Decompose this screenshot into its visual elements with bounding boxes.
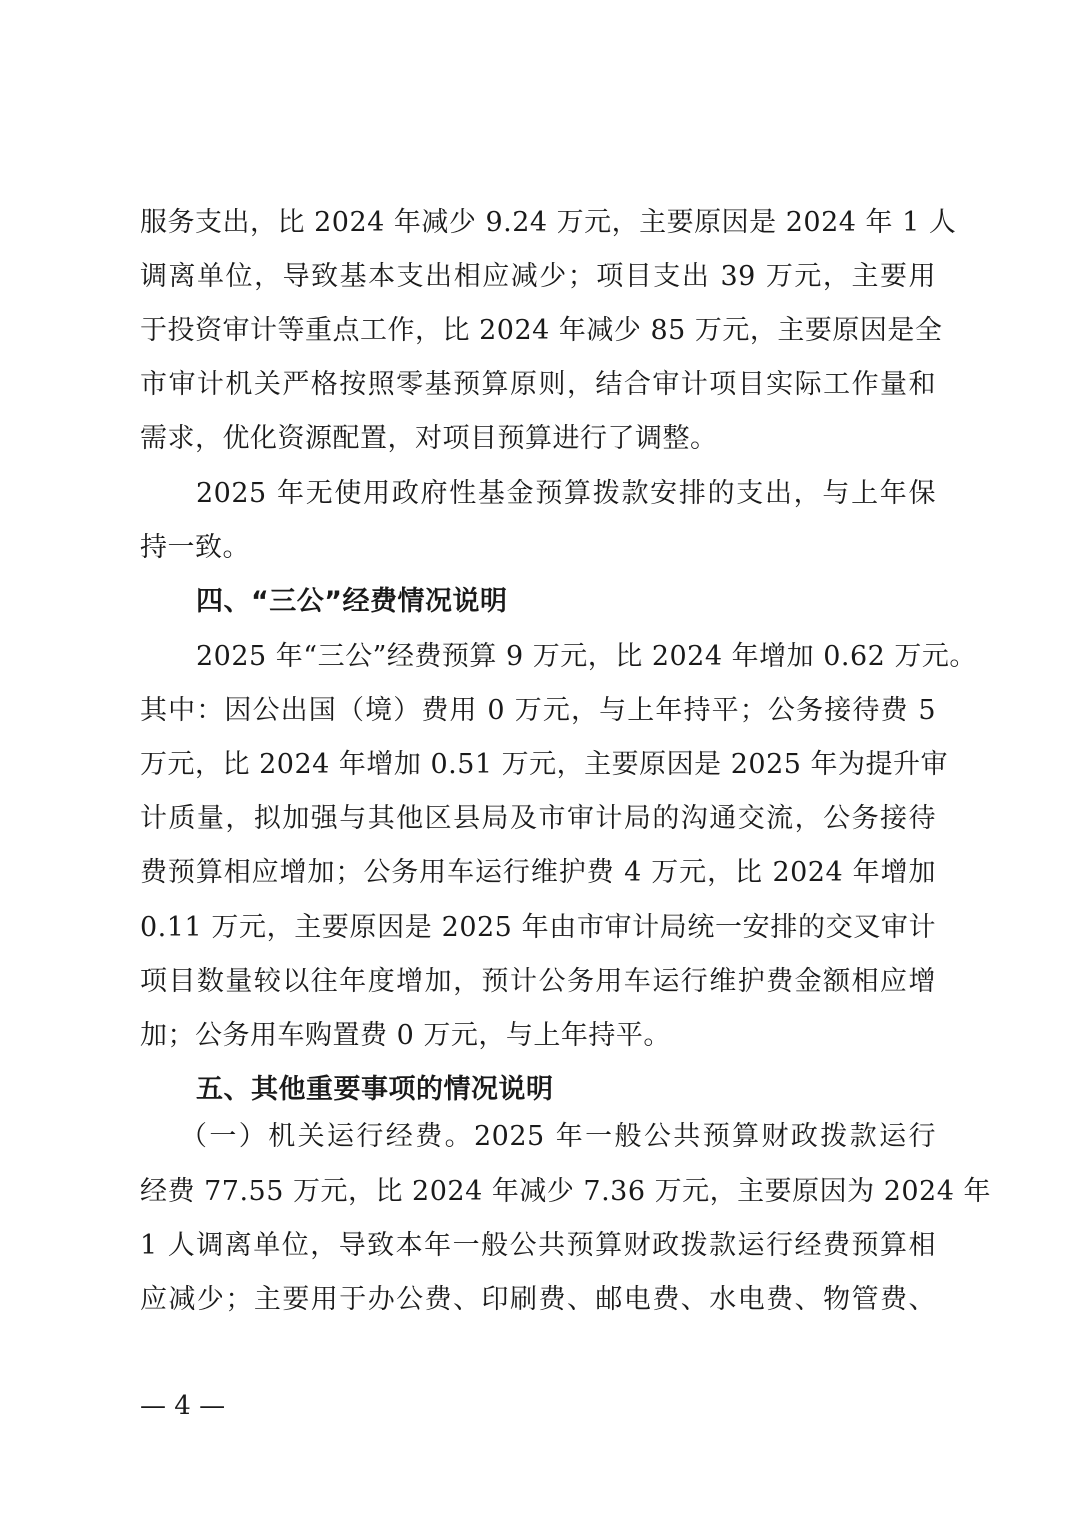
body-text-line: 经费 77.55 万元，比 2024 年减少 7.36 万元，主要原因为 2024 年 — [140, 1176, 991, 1207]
body-text-line: 加；公务用车购置费 0 万元，与上年持平。 — [140, 1020, 671, 1051]
body-text-line: 计质量，拟加强与其他区县局及市审计局的沟通交流，公务接待 — [140, 803, 936, 834]
body-text-line: 市审计机关严格按照零基预算原则，结合审计项目实际工作量和 — [140, 369, 936, 400]
body-text-line: 费预算相应增加；公务用车运行维护费 4 万元，比 2024 年增加 — [140, 857, 936, 888]
body-text-line: 0.11 万元，主要原因是 2025 年由市审计局统一安排的交叉审计 — [140, 912, 936, 943]
body-text-line: 于投资审计等重点工作，比 2024 年减少 85 万元，主要原因是全 — [140, 315, 943, 346]
body-text-line: 其中：因公出国（境）费用 0 万元，与上年持平；公务接待费 5 — [140, 695, 936, 726]
body-text-line: 项目数量较以往年度增加，预计公务用车运行维护费金额相应增 — [140, 966, 936, 997]
paragraph-first-line: 2025 年“三公”经费预算 9 万元，比 2024 年增加 0.62 万元。 — [196, 641, 977, 672]
section-heading: 四、“三公”经费情况说明 — [196, 586, 508, 617]
page-number: — 4 — — [140, 1391, 226, 1421]
body-text-line: 应减少；主要用于办公费、印刷费、邮电费、水电费、物管费、 — [140, 1284, 936, 1315]
body-text-line: 需求，优化资源配置，对项目预算进行了调整。 — [140, 423, 718, 454]
paragraph-first-line: （一）机关运行经费。2025 年一般公共预算财政拨款运行 — [180, 1121, 936, 1152]
paragraph-first-line: 2025 年无使用政府性基金预算拨款安排的支出，与上年保 — [196, 478, 936, 509]
section-heading: 五、其他重要事项的情况说明 — [196, 1074, 554, 1105]
body-text-line: 服务支出，比 2024 年减少 9.24 万元，主要原因是 2024 年 1 人 — [140, 207, 957, 238]
body-text-line: 持一致。 — [140, 532, 250, 563]
body-text-line: 调离单位，导致基本支出相应减少；项目支出 39 万元，主要用 — [140, 261, 936, 292]
body-text-line: 万元，比 2024 年增加 0.51 万元，主要原因是 2025 年为提升审 — [140, 749, 949, 780]
body-text-line: 1 人调离单位，导致本年一般公共预算财政拨款运行经费预算相 — [140, 1230, 936, 1261]
